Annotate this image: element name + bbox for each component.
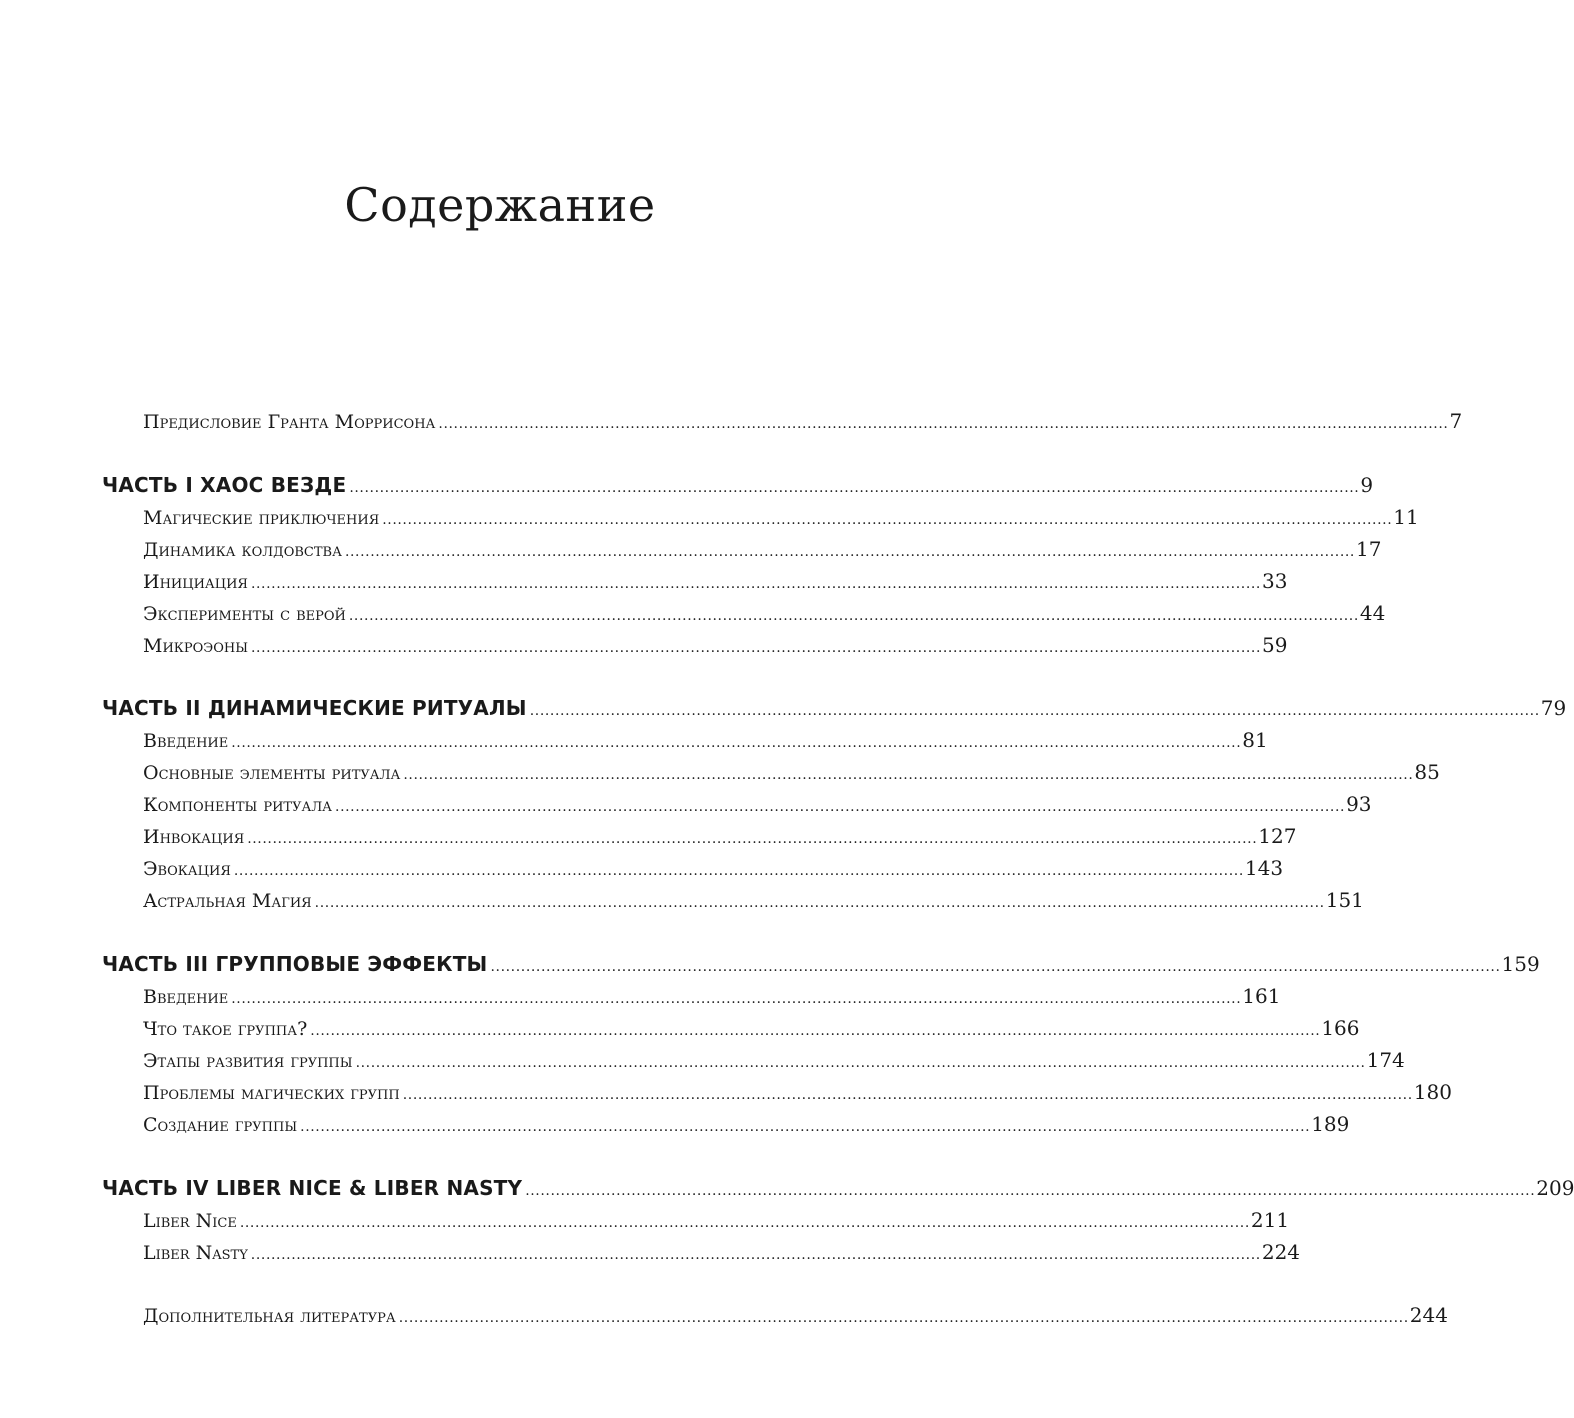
leader-dots: ........................................................................................................................................................................................................ — [314, 895, 1325, 911]
toc-entry-page: 81 — [1242, 728, 1268, 752]
toc-entry-page: 166 — [1321, 1016, 1360, 1040]
toc-entry-page: 209 — [1536, 1176, 1574, 1200]
leader-dots: ........................................................................................................................................................................................................ — [349, 480, 1360, 496]
toc-entry-label: Предисловие Гранта Моррисона — [143, 411, 436, 433]
toc-entry — [143, 1012, 1360, 1044]
toc-entry-page: 159 — [1501, 952, 1540, 976]
toc-entry-label: Liber Nasty — [143, 1242, 248, 1264]
toc-entry-label: Дополнительная литература — [143, 1305, 396, 1327]
toc-entry-label: Микроэоны — [143, 635, 248, 657]
leader-dots: ........................................................................................................................................................................................................ — [398, 1310, 1409, 1326]
toc-part-heading — [102, 1172, 1574, 1204]
toc-entry — [143, 1204, 1290, 1236]
toc-entry-page: 151 — [1325, 888, 1364, 912]
leader-dots: ........................................................................................................................................................................................................ — [348, 608, 1359, 624]
toc-entry-page: 33 — [1261, 569, 1288, 593]
toc-entry-label: Инициация — [143, 571, 248, 593]
leader-dots: ........................................................................................................................................................................................................ — [250, 576, 1261, 592]
leader-dots: ........................................................................................................................................................................................................ — [251, 640, 1262, 656]
toc-entry-page: 17 — [1355, 537, 1382, 561]
toc-entry-page: 161 — [1242, 984, 1281, 1008]
toc-entry-label: Этапы развития группы — [143, 1050, 353, 1072]
toc-entry — [143, 501, 1419, 533]
toc-entry — [143, 629, 1288, 661]
leader-dots: ........................................................................................................................................................................................................ — [247, 831, 1258, 847]
toc-entry-page: 44 — [1359, 601, 1386, 625]
toc-entry-page: 93 — [1346, 792, 1372, 816]
toc-entry-page: 11 — [1393, 505, 1419, 529]
leader-dots: ........................................................................................................................................................................................................ — [403, 767, 1414, 783]
leader-dots: ........................................................................................................................................................................................................ — [335, 799, 1346, 815]
toc-entry — [143, 884, 1364, 916]
leader-dots: ........................................................................................................................................................................................................ — [233, 863, 1244, 879]
toc-part-label: ЧАСТЬ III ГРУППОВЫЕ ЭФФЕКТЫ — [102, 952, 488, 976]
toc-entry-page: 211 — [1250, 1208, 1290, 1232]
leader-dots: ........................................................................................................................................................................................................ — [300, 1119, 1311, 1135]
toc-entry-page: 174 — [1366, 1048, 1405, 1072]
leader-dots: ........................................................................................................................................................................................................ — [231, 735, 1242, 751]
toc-entry — [143, 1044, 1405, 1076]
toc-entry — [143, 724, 1268, 756]
toc-entry — [143, 980, 1281, 1012]
leader-dots: ........................................................................................................................................................................................................ — [438, 416, 1449, 432]
leader-dots: ........................................................................................................................................................................................................ — [231, 991, 1242, 1007]
toc-entry-label: Компоненты ритуала — [143, 794, 333, 816]
toc-entry-label: Эксперименты с верой — [143, 603, 346, 625]
toc-entry — [143, 820, 1297, 852]
toc-entry-page: 244 — [1409, 1303, 1448, 1327]
toc-entry — [143, 405, 1463, 437]
toc-entry-label: Liber Nice — [143, 1210, 237, 1232]
toc-entry-page: 189 — [1311, 1112, 1350, 1136]
leader-dots: ........................................................................................................................................................................................................ — [355, 1055, 1366, 1071]
leader-dots: ........................................................................................................................................................................................................ — [490, 959, 1501, 975]
toc-entry-page: 127 — [1258, 824, 1297, 848]
toc-part-heading — [102, 469, 1374, 501]
leader-dots: ........................................................................................................................................................................................................ — [529, 703, 1540, 719]
toc-entry-page: 85 — [1414, 760, 1440, 784]
toc-entry — [143, 597, 1386, 629]
toc-entry-label: Что такое группа? — [143, 1018, 308, 1040]
toc-part-heading — [102, 692, 1567, 724]
leader-dots: ........................................................................................................................................................................................................ — [239, 1215, 1250, 1231]
toc-part-label: ЧАСТЬ IV LIBER NICE & LIBER NASTY — [102, 1176, 523, 1200]
toc-part-heading — [102, 948, 1540, 980]
toc-entry-page: 224 — [1261, 1240, 1301, 1264]
toc-entry — [143, 756, 1440, 788]
toc-entry — [143, 1299, 1448, 1331]
toc-entry-label: Введение — [143, 730, 229, 752]
toc-entry-page: 59 — [1262, 633, 1288, 657]
toc-entry — [143, 533, 1382, 565]
leader-dots: ........................................................................................................................................................................................................ — [402, 1087, 1413, 1103]
toc-entry-page: 143 — [1244, 856, 1284, 880]
toc-entry-page: 79 — [1540, 696, 1567, 720]
toc-entry — [143, 852, 1284, 884]
toc-entry-label: Эвокация — [143, 858, 231, 880]
toc-entry-label: Основные элементы ритуала — [143, 762, 401, 784]
toc-entry-label: Динамика колдовства — [143, 539, 342, 561]
leader-dots: ........................................................................................................................................................................................................ — [310, 1023, 1321, 1039]
leader-dots: ........................................................................................................................................................................................................ — [344, 544, 1355, 560]
leader-dots: ........................................................................................................................................................................................................ — [250, 1247, 1261, 1263]
toc-entry — [143, 565, 1288, 597]
toc-entry — [143, 1236, 1301, 1268]
toc-entry-page: 7 — [1449, 409, 1463, 433]
toc-entry-label: Введение — [143, 986, 229, 1008]
toc-entry — [143, 1076, 1452, 1108]
toc-entry-label: Инвокация — [143, 826, 245, 848]
toc-entry-page: 180 — [1413, 1080, 1452, 1104]
toc-part-label: ЧАСТЬ I ХАОС ВЕЗДЕ — [102, 473, 347, 497]
leader-dots: ........................................................................................................................................................................................................ — [525, 1183, 1536, 1199]
toc-entry-label: Магические приключения — [143, 507, 380, 529]
toc-entry — [143, 1108, 1350, 1140]
toc-entry-label: Создание группы — [143, 1114, 298, 1136]
toc-part-label: ЧАСТЬ II ДИНАМИЧЕСКИЕ РИТУАЛЫ — [102, 696, 527, 720]
page-title: Содержание — [344, 178, 656, 232]
toc-entry-page: 9 — [1360, 473, 1374, 497]
toc-entry — [143, 788, 1372, 820]
toc-entry-label: Проблемы магических групп — [143, 1082, 400, 1104]
toc-entry-label: Астральная Магия — [143, 890, 312, 912]
leader-dots: ........................................................................................................................................................................................................ — [382, 512, 1393, 528]
